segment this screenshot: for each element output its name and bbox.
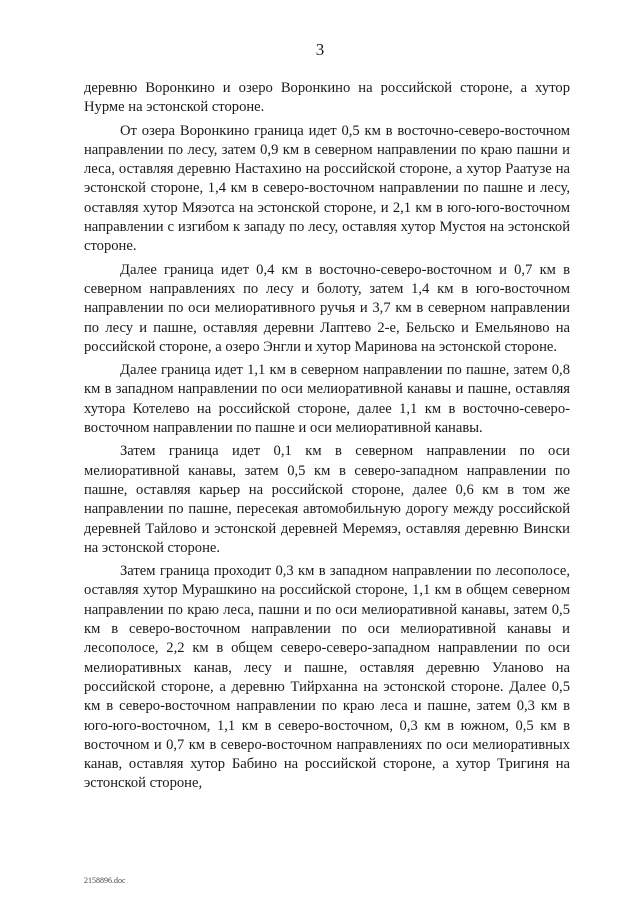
document-filename: 2158896.doc xyxy=(84,876,126,885)
paragraph: Далее граница идет 1,1 км в северном направлении по пашне, затем 0,8 км в западном направлении по оси мелиоративной канавы и пашне, оставляя хутора Котелево на российской стороне, далее 1,1 км в восточно-северо-восточном направлении по пашне и оси мелиоративной канавы. xyxy=(84,362,570,437)
paragraph-continued: деревню Воронкино и озеро Воронкино на российской стороне, а хутор Нурме на эстонской стороне. xyxy=(84,80,570,116)
paragraph: Далее граница идет 0,4 км в восточно-северо-восточном и 0,7 км в северном направлениях по лесу и болоту, затем 1,4 км в юго-восточном направлении по оси мелиоративного ручья и 3,7 км в северном направлении по лесу и пашне, оставляя деревни Лаптево 2-е, Бельско и Емельяново на российской стороне, а озеро Энгли и хутор Маринова на эстонской стороне. xyxy=(84,261,570,355)
document-body xyxy=(84,79,570,798)
paragraph: Затем граница идет 0,1 км в северном направлении по оси мелиоративной канавы, затем 0,5 км в северо-западном направлении по пашне, оставляя карьер на российской стороне, далее 0,6 км в том же направлении по пашне, пересекая автомобильную дорогу между российской деревней Тайлово и эстонской деревней Меремяэ, оставляя деревню Вински на эстонской стороне. xyxy=(84,443,570,556)
page-number: 3 xyxy=(315,40,325,59)
paragraph: Затем граница проходит 0,3 км в западном направлении по лесополосе, оставляя хутор Мурашкино на российской стороне, 1,1 км в общем северном направлении по краю леса, пашни и по оси мелиоративной канавы, затем 0,5 км в северо-восточном направлении по оси мелиоративной канавы и лесополосе, 2,2 км в общем северо-северо-западном направлении по оси мелиоративных канав, лесу и пашне, оставляя деревню Уланово на российской стороне, а деревню Тийрханна на эстонской стороне. Далее 0,5 км в северо-восточном направлении по краю леса и пашне, затем 0,3 км в юго-юго-восточном, 1,1 км в северо-восточном, 0,3 км в южном, 0,5 км в восточном и 0,7 км в северо-восточном направлениях по оси мелиоративных канав, оставляя хутор Бабино на российской стороне, а хутор Тригиня на эстонской стороне, xyxy=(84,563,570,792)
paragraph: От озера Воронкино граница идет 0,5 км в восточно-северо-восточном направлении по лесу, затем 0,9 км в северном направлении по краю пашни и леса, оставляя деревню Настахино на российской стороне, а хутор Раатузе на эстонской стороне, 1,4 км в северо-восточном направлении по пашне и лесу, оставляя хутор Мяэотса на эстонской стороне, и 2,1 км в юго-юго-восточном направлении с изгибом к западу по лесу, оставляя хутор Мустоя на эстонской стороне. xyxy=(84,122,570,255)
